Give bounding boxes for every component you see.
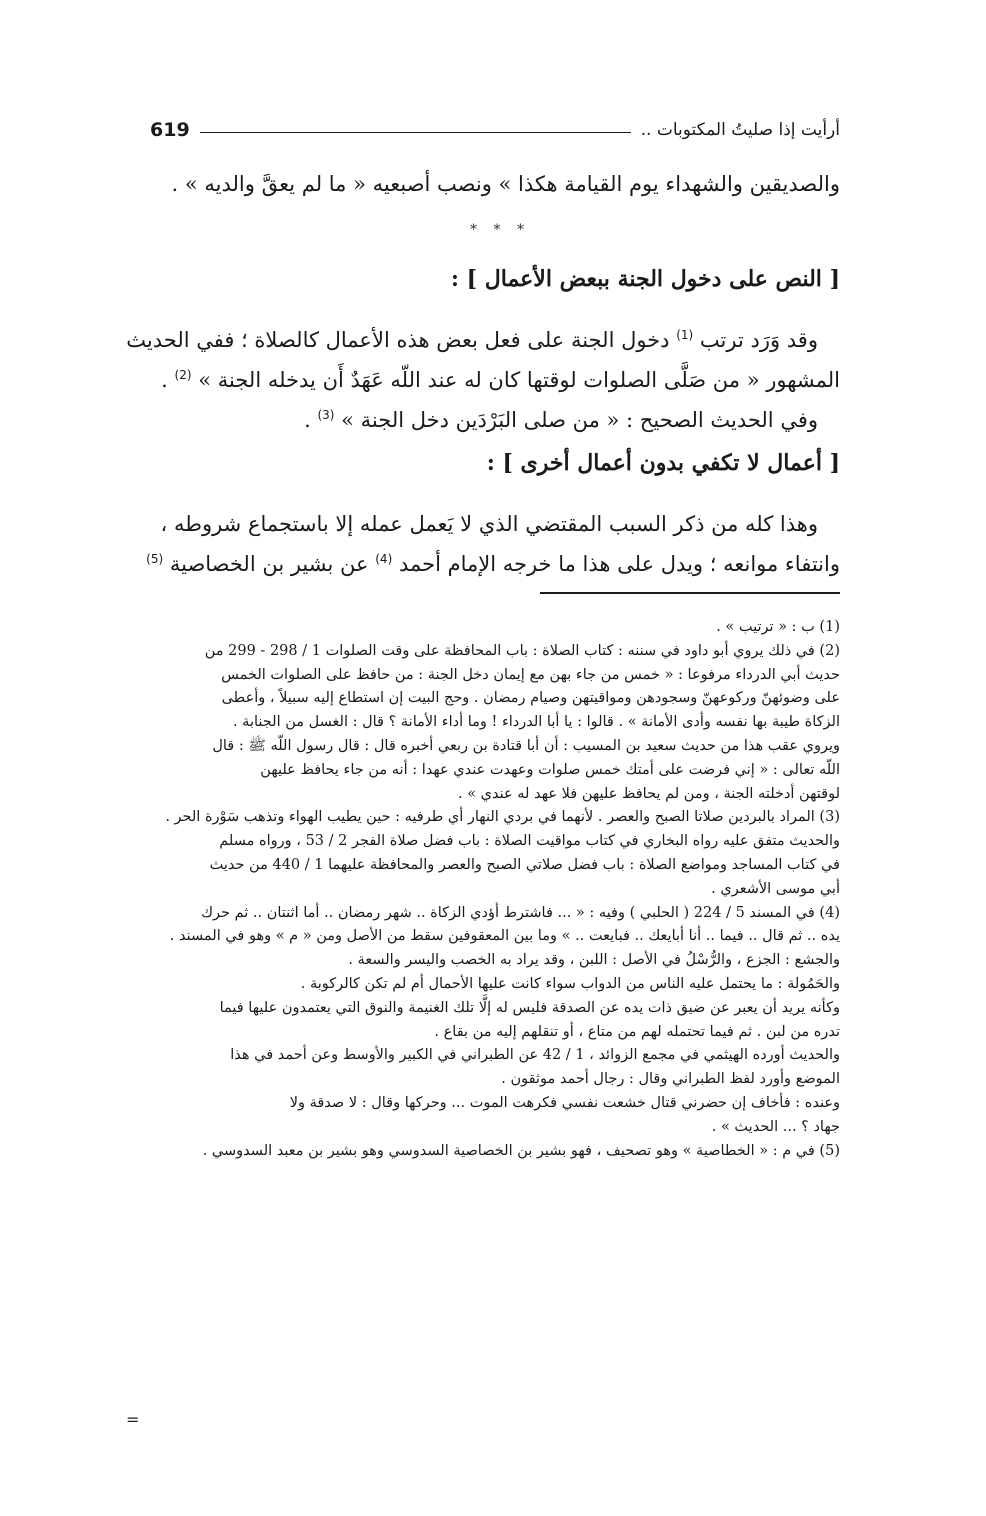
footnote-line: لوقتهن أدخلته الجنة ، ومن لم يحافظ عليهن فلا عهد له عندي » . <box>457 785 840 802</box>
footnote-line: (3) المراد بالبردين صلاتا الصبح والعصر . لأنهما في بردي النهار أي طرفيه : حين يطيب الهواء وتذهب سَوْرة الحر . <box>165 809 840 826</box>
footnote-ref-4[interactable]: (4) <box>375 552 393 566</box>
body-line: وقد وَرَد ترتب $^{(1)}$ دخول الجنة على فعل بعض هذه الأعمال كالصلاة ؛ ففي الحديث <box>126 328 818 352</box>
footnote-line: (4) في المسند 5 / 224 ( الحلبي ) وفيه : « ... فاشترط أؤدي الزكاة .. شهر رمضان .. أما اثنتان .. ثم حرك <box>201 904 840 921</box>
footnote-line: اللّه تعالى : « إني فرضت على أمتك خمس صلوات وعهدت عندي عهدا : أنه من جاء يحافظ عليهن <box>260 761 840 778</box>
footnote-line: في كتاب المساجد ومواضع الصلاة : باب فضل صلاتي الصبح والعصر والمحافظة عليهما 1 / 440 من حديث <box>209 856 840 873</box>
footnote-line: (1) ب : « ترتيب » . <box>716 619 840 635</box>
footnote-line: والحديث أورده الهيثمي في مجمع الزوائد ، 1 / 42 عن الطبراني في الكبير والأوسط وعن أحمد في هذا <box>230 1047 840 1064</box>
footnote-separator <box>540 592 840 594</box>
footnote-ref-5[interactable]: (5) <box>146 552 164 566</box>
footnote-ref-3[interactable]: (3) <box>317 408 335 422</box>
footnote-line: يده .. ثم قال .. فيما .. أنا أبايعك .. فبايعت .. » وما بين المعقوفين سقط من الأصل ومن « م » وهو في المسند . <box>169 928 840 945</box>
footnote-line: جهاد ؟ ... الحديث » . <box>711 1118 840 1135</box>
footnote-line: ويروي عقب هذا من حديث سعيد بن المسيب : أن أبا قتادة بن ربعي أخبره قال : قال رسول اللّه ﷺ : قال <box>212 737 840 754</box>
footnote-line: تدره من لبن . ثم فيما تحتمله لهم من متاع ، أو تنقلهم إليه من بقاع . <box>434 1023 840 1040</box>
page-number: 619 <box>150 119 190 141</box>
footnote-line: والحديث متفق عليه رواه البخاري في كتاب مواقيت الصلاة : باب فضل صلاة الفجر 2 / 53 ، ورواه مسلم <box>219 833 840 850</box>
body-line: وهذا كله من ذكر السبب المقتضي الذي لا يَعمل عمله إلا باستجماع شروطه ، <box>160 512 818 536</box>
continuation-mark: = <box>126 1410 140 1429</box>
footnote-line: على وضوئهنّ وركوعهنّ وسجودهن ومواقيتهن وصيام رمضان . وحج البيت إن استطاع إليه سبيلاً ، وأعطى <box>221 690 840 707</box>
footnote-ref-1[interactable]: (1) <box>676 328 694 342</box>
footnote-line: (2) في ذلك يروي أبو داود في سننه : كتاب الصلاة : باب المحافظة على وقت الصلوات 1 / 298 - 299 من <box>204 642 840 659</box>
body-line: المشهور « من صَلَّى الصلوات لوقتها كان له عند اللّه عَهَدٌ أَن يدخله الجنة » $^{(2)}$ . <box>161 368 840 392</box>
body-line: وانتفاء موانعه ؛ ويدل على هذا ما خرجه الإمام أحمد $^{(4)}$ عن بشير بن الخصاصية $^{(5)}$ <box>146 552 840 576</box>
footnote-line: الزكاة طيبة بها نفسه وأدى الأمانة » . قالوا : يا أبا الدرداء ! وما أداء الأمانة ؟ قال : الغسل من الجنابة . <box>232 714 840 731</box>
footnote-line: والحَمُولة : ما يحتمل عليه الناس من الدواب سواء كانت عليها الأحمال أم لم تكن كالركوبة . <box>300 975 840 992</box>
header-rule <box>200 132 631 133</box>
footnote-line: الموضع وأورد لفظ الطبراني وقال : رجال أحمد موثقون . <box>501 1071 840 1088</box>
section-heading-entering-paradise: [ النص على دخول الجنة ببعض الأعمال ] : <box>450 266 840 292</box>
section-separator-stars: * * * <box>470 222 530 238</box>
section-heading-insufficient-deeds: [ أعمال لا تكفي بدون أعمال أخرى ] : <box>486 450 840 476</box>
running-title: أرأيت إذا صليتُ المكتوبات .. <box>640 120 840 140</box>
footnote-line: والجشع : الجزع ، والرُّسْلُ في الأصل : اللبن ، وقد يراد به الخصب واليسر والسعة . <box>348 952 840 969</box>
footnote-ref-2[interactable]: (2) <box>174 368 192 382</box>
body-line: وفي الحديث الصحيح : « من صلى البَرْدَين دخل الجنة » $^{(3)}$ . <box>304 408 818 432</box>
footnote-line: وكأنه يريد أن يعبر عن ضيق ذات يده عن الصدقة فليس له إلَّا تلك الغنيمة والنوق التي يعتمدون عليها فيما <box>219 999 840 1016</box>
footnotes <box>150 616 840 1163</box>
footnote-line: وعنده : فأخاف إن حضرني قتال خشعت نفسي فكرهت الموت ... وحركها وقال : لا صدقة ولا <box>289 1094 840 1111</box>
paragraph-entering-paradise <box>126 320 840 440</box>
footnote-line: أبي موسى الأشعري . <box>711 880 840 897</box>
opening-line <box>150 164 840 204</box>
body-line: والصديقين والشهداء يوم القيامة هكذا » ونصب أصبعيه « ما لم يعقَّ والديه » . <box>171 172 840 196</box>
footnote-line: (5) في م : « الخطاصية » وهو تصحيف ، فهو بشير بن الخصاصية السدوسي وهو بشير بن معبد السدوسي . <box>202 1142 840 1159</box>
footnote-line: حديث أبي الدرداء مرفوعا : « خمس من جاء بهن مع إيمان دخل الجنة : من حافظ على الصلوات الخمس <box>221 666 840 683</box>
paragraph-insufficient-deeds <box>146 504 840 584</box>
page-header <box>150 112 840 148</box>
